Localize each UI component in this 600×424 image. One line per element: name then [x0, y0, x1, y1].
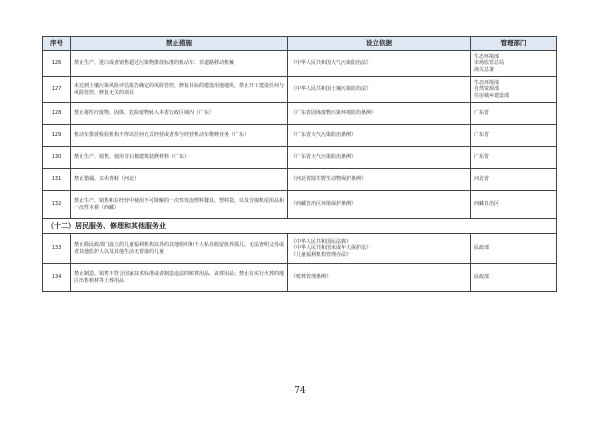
prohibition-table [42, 36, 557, 292]
row-prohibition: 禁止生产、进口或者销售超过污染物排放标准的机动车、非道路移动机械 [71, 51, 288, 77]
dept-line: 广东省 [474, 154, 490, 161]
section-body [43, 219, 557, 234]
dept-line: 西藏自治区 [474, 201, 500, 208]
row-basis [288, 234, 471, 264]
row-basis [288, 51, 471, 77]
row-basis [288, 191, 471, 219]
table-row [43, 169, 557, 191]
row-prohibition: 禁止制造、销售不符合国家技术标准或者制造违法的殡葬用品、丧葬用品；禁止在实行火葬的地区出售棺材等土葬用品 [71, 264, 288, 292]
basis-line: 《殡葬管理条例》 [291, 274, 332, 281]
row-number: 128 [43, 103, 71, 125]
table-row [43, 264, 557, 292]
row-prohibition: 禁止生产、销售、使用含石棉建筑装修材料（广东） [71, 147, 288, 169]
dept-line: 海关总署 [474, 66, 495, 73]
dept-line: 河北省 [474, 176, 490, 183]
dept-line: 市场监管总局 [474, 60, 505, 67]
row-number: 133 [43, 234, 71, 264]
row-basis [288, 125, 471, 147]
row-number: 127 [43, 77, 71, 103]
row-basis [288, 264, 471, 292]
dept-line: 广东省 [474, 110, 490, 117]
section-title: （十二）居民服务、修理和其他服务业 [43, 219, 557, 234]
row-number: 134 [43, 264, 71, 292]
row-dept [471, 264, 557, 292]
row-dept [471, 51, 557, 77]
basis-line: 《中华人民共和国民法典》 [291, 238, 352, 245]
row-basis [288, 147, 471, 169]
table-header-row [43, 37, 557, 51]
row-prohibition: 禁止生产、销售和在经营中使用不可降解的一次性发泡塑料餐具、塑料袋，以及含镍机尾用品和一次性木筷（西藏） [71, 191, 288, 219]
table-row [43, 77, 557, 103]
header-no: 序号 [43, 37, 71, 51]
dept-line: 住房城乡建设部 [474, 92, 510, 99]
row-dept [471, 103, 557, 125]
basis-line: 《中华人民共和国未成年人保护法》 [291, 245, 372, 252]
table-body-b [43, 234, 557, 292]
row-number: 129 [43, 125, 71, 147]
header-dept: 管理部门 [471, 37, 557, 51]
row-prohibition: 禁止除民政部门设立的儿童福利机构以外的其他组织和个人私自收留抚养孤儿、无法查明父母或者其他监护人以及其他生活无着落的儿童 [71, 234, 288, 264]
dept-line: 自然资源部 [474, 86, 500, 93]
table-row [43, 51, 557, 77]
basis-line: 《西藏自治区环境保护条例》 [291, 201, 357, 208]
basis-line: 《广东省大气污染防治条例》 [291, 154, 357, 161]
basis-line: 《河北省陆生野生动物保护条例》 [291, 176, 367, 183]
row-number: 132 [43, 191, 71, 219]
row-dept [471, 234, 557, 264]
row-dept [471, 169, 557, 191]
basis-line: 《广东省大气污染防治条例》 [291, 132, 357, 139]
row-basis [288, 103, 471, 125]
row-basis [288, 77, 471, 103]
dept-line: 民政部 [474, 274, 490, 281]
header-ban: 禁止措施 [71, 37, 288, 51]
dept-line: 生态环境部 [474, 79, 500, 86]
row-dept [471, 125, 557, 147]
table-row [43, 234, 557, 264]
row-number: 130 [43, 147, 71, 169]
dept-line: 民政部 [474, 245, 490, 252]
basis-line: 《儿童福利机构管理办法》 [291, 251, 352, 258]
table-row [43, 125, 557, 147]
row-prohibition: 禁止将医疗废物、固体、危险废物转入本省行政区域内（广东） [71, 103, 288, 125]
row-dept [471, 191, 557, 219]
basis-line: 《广东省固体废物污染环境防治条例》 [291, 110, 377, 117]
row-dept [471, 147, 557, 169]
basis-line: 《中华人民共和国土壤污染防治法》 [291, 86, 372, 93]
section-row [43, 219, 557, 234]
row-dept [471, 77, 557, 103]
header-basis: 设立依据 [288, 37, 471, 51]
table-row [43, 103, 557, 125]
row-prohibition: 机动车排放检验机构不得以任何方式经营或者参与经营机动车维修业务（广东） [71, 125, 288, 147]
row-prohibition: 禁止猎捕、买卖青蛙（河北） [71, 169, 288, 191]
table-body-a [43, 51, 557, 219]
basis-line: 《中华人民共和国大气污染防治法》 [291, 60, 372, 67]
row-number: 126 [43, 51, 71, 77]
page-number: 74 [294, 386, 306, 396]
table-row [43, 191, 557, 219]
dept-line: 生态环境部 [474, 53, 500, 60]
row-prohibition: 未达到土壤污染风险评估报告确定的风险管控、修复目标的建设用地地块，禁止开工建设任何与风险管控、修复无关的项目 [71, 77, 288, 103]
row-number: 131 [43, 169, 71, 191]
row-basis [288, 169, 471, 191]
table-row [43, 147, 557, 169]
dept-line: 广东省 [474, 132, 490, 139]
